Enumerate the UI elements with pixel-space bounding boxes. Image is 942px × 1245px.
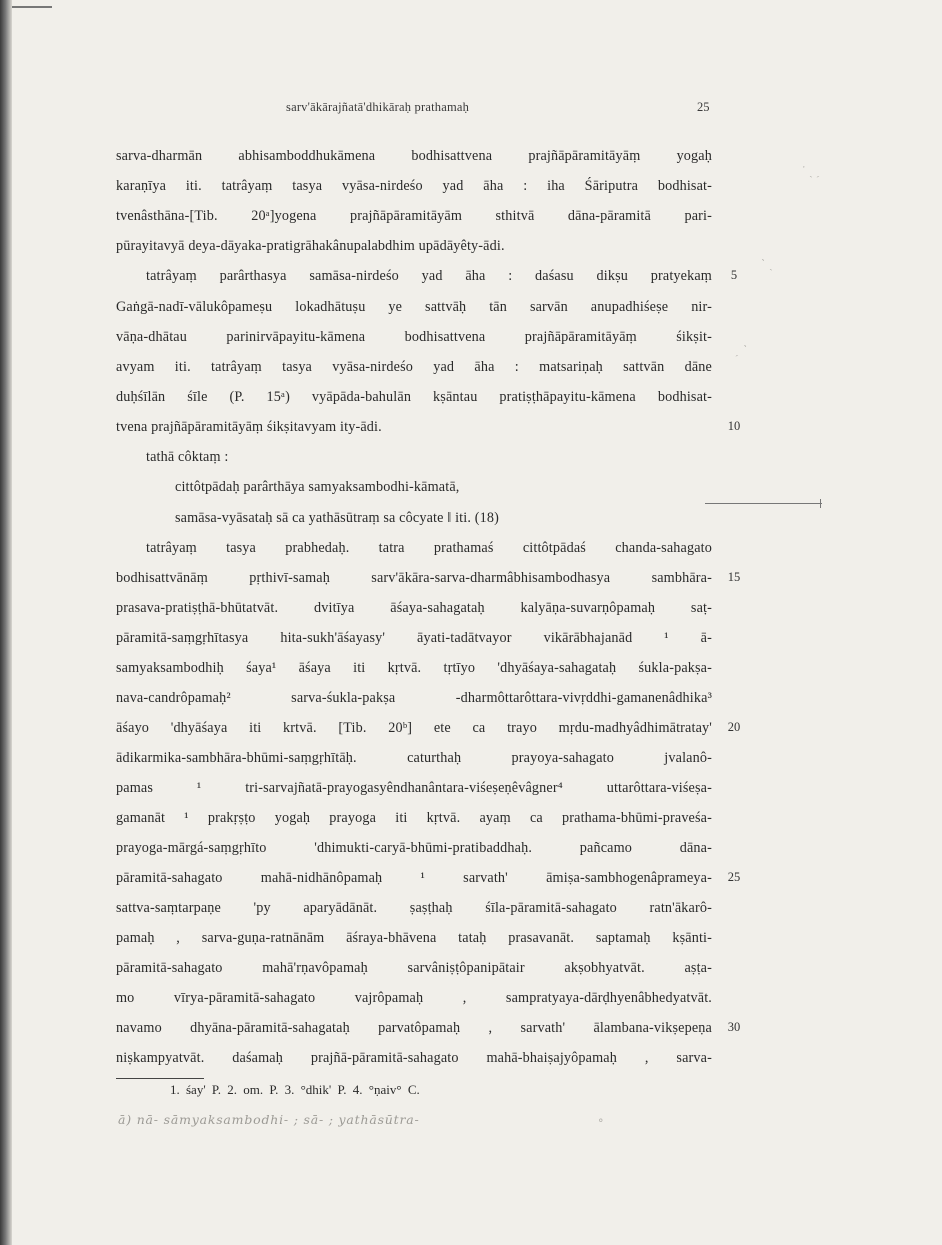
text-line: karaṇīya iti. tatrâyaṃ tasya vyāsa-nirdeśo yad āha : iha Śāriputra bodhisat- [116,178,712,194]
margin-pencil-mark: ˏ ˋ [735,344,748,357]
verse-margin-rule-tick [820,499,821,508]
text-line: sarva-dharmān abhisamboddhukāmena bodhisattvena prajñāpāramitāyāṃ yogaḥ [116,148,712,164]
pencil-annotation: ā) nā- sāmyaksambodhi- ; sā- ; yathāsūtra- [118,1112,420,1127]
verse-line: cittôtpādaḥ parârthāya samyaksambodhi-kāmatā, [175,479,460,495]
running-head: sarv'ākārajñatā'dhikāraḥ prathamaḥ [286,100,470,114]
text-line: tvena prajñāpāramitāyāṃ śikṣitavyam ity-ādi. [116,419,382,435]
text-line: niṣkampyatvāt. daśamaḥ prajñā-pāramitā-sahagato mahā-bhaiṣajyôpamaḥ , sarva- [116,1050,712,1066]
text-line: pamaḥ , sarva-guṇa-ratnānām āśraya-bhāvena tataḥ prasavanāt. saptamaḥ kṣānti- [116,930,712,946]
text-line: ādikarmika-sambhāra-bhūmi-saṃgṛhītāḥ. caturthaḥ prayoya-sahagato jvalanô- [116,750,712,766]
text-line: pūrayitavyā deya-dāyaka-pratigrāhakânupalabdhim upādāyêty-ādi. [116,238,505,254]
text-line: tvenâsthāna-[Tib. 20ᵃ]yogena prajñāpāramitāyām sthitvā dāna-pāramitā pari- [116,208,712,224]
page-number: 25 [697,100,710,114]
text-line: nava-candrôpamaḥ² sarva-śukla-pakṣa -dharmôttarôttara-vivṛddhi-gamanenâdhika³ [116,690,712,706]
text-line: bodhisattvānāṃ pṛthivī-samaḥ sarv'ākāra-sarva-dharmâbhisambodhasya sambhāra- [116,570,712,586]
line-number: 15 [727,570,741,584]
margin-pencil-mark: ˋ ˎ [760,258,773,271]
footnotes: 1. śay' P. 2. om. P. 3. °dhik' P. 4. °ṇaiv° C. [170,1082,420,1097]
text-line: pāramitā-sahagato mahā'rṇavôpamaḥ sarvâniṣṭôpanipātair akṣobhyatvāt. aṣṭa- [116,960,712,976]
line-number: 20 [727,720,741,734]
text-line: mo vīrya-pāramitā-sahagato vajrôpamaḥ , sampratyaya-dārḍhyenâbhedyatvāt. [116,990,712,1006]
book-binding-edge [0,0,12,1245]
verse-line: samāsa-vyāsataḥ sā ca yathāsūtraṃ sa côcyate ‖ iti. (18) [175,510,499,526]
text-line: pāramitā-saṃgṛhītasya hita-sukh'āśayasy' āyati-tadātvayor vikārābhajanād ¹ ā- [116,630,712,646]
text-line: Gaṅgā-nadī-vālukôpameṣu lokadhātuṣu ye sattvāḥ tān sarvān anupadhiśeṣe nir- [116,299,712,315]
text-line: sattva-saṃtarpaṇe 'py aparyādānāt. ṣaṣṭhaḥ śīla-pāramitā-sahagato ratn'ākarô- [116,900,712,916]
text-line: pāramitā-sahagato mahā-nidhānôpamaḥ ¹ sarvath' āmiṣa-sambhogenâprameya- [116,870,712,886]
line-number: 30 [727,1020,741,1034]
text-line: prayoga-mārgá-saṃgṛhīto 'dhimukti-caryā-bhūmi-pratibaddhaḥ. pañcamo dāna- [116,840,712,856]
text-line: āśayo 'dhyāśaya iti krtvā. [Tib. 20ᵇ] ete ca trayo mṛdu-madhyâdhimātratay' [116,720,712,736]
margin-pencil-mark: ˙ ˎ ˏ [800,165,820,178]
text-line: prasava-pratiṣṭhā-bhūtatvāt. dvitīya āśaya-sahagataḥ kalyāṇa-suvarṇôpamaḥ saṭ- [116,600,712,616]
text-line: gamanāt ¹ prakṛṣṭo yogaḥ prayoga iti kṛtvā. ayaṃ ca prathama-bhūmi-praveśa- [116,810,712,826]
margin-pencil-mark: ° [598,1117,604,1130]
text-line: tatrâyaṃ parârthasya samāsa-nirdeśo yad āha : daśasu dikṣu pratyekaṃ [146,268,712,284]
text-line: vāṇa-dhātau parinirvāpayitu-kāmena bodhisattvena prajñāpāramitāyāṃ śikṣit- [116,329,712,345]
text-line: avyam iti. tatrâyaṃ tasya vyāsa-nirdeśo yad āha : matsariṇaḥ sattvān dāne [116,359,712,375]
text-line: tathā côktaṃ : [146,449,229,465]
verse-margin-rule [705,503,822,504]
text-line: samyaksambodhiḥ śaya¹ āśaya iti kṛtvā. tṛtīyo 'dhyāśaya-sahagataḥ śukla-pakṣa- [116,660,712,676]
footnote-rule [116,1078,204,1079]
text-line: duḥśīlān śīle (P. 15ᵃ) vyāpāda-bahulān kṣāntau pratiṣṭhāpayitu-kāmena bodhisat- [116,389,712,405]
line-number: 25 [727,870,741,884]
text-line: navamo dhyāna-pāramitā-sahagataḥ parvatôpamaḥ , sarvath' ālambana-vikṣepeṇa [116,1020,712,1036]
line-number: 5 [730,268,738,282]
text-line: tatrâyaṃ tasya prabhedaḥ. tatra prathamaś cittôtpādaś chanda-sahagato [146,540,712,556]
line-number: 10 [727,419,741,433]
text-line: pamas ¹ tri-sarvajñatā-prayogasyêndhanântara-viśeṣeṇêvâgner⁴ uttarôttara-viśeṣa- [116,780,712,796]
binding-mark [12,6,52,8]
